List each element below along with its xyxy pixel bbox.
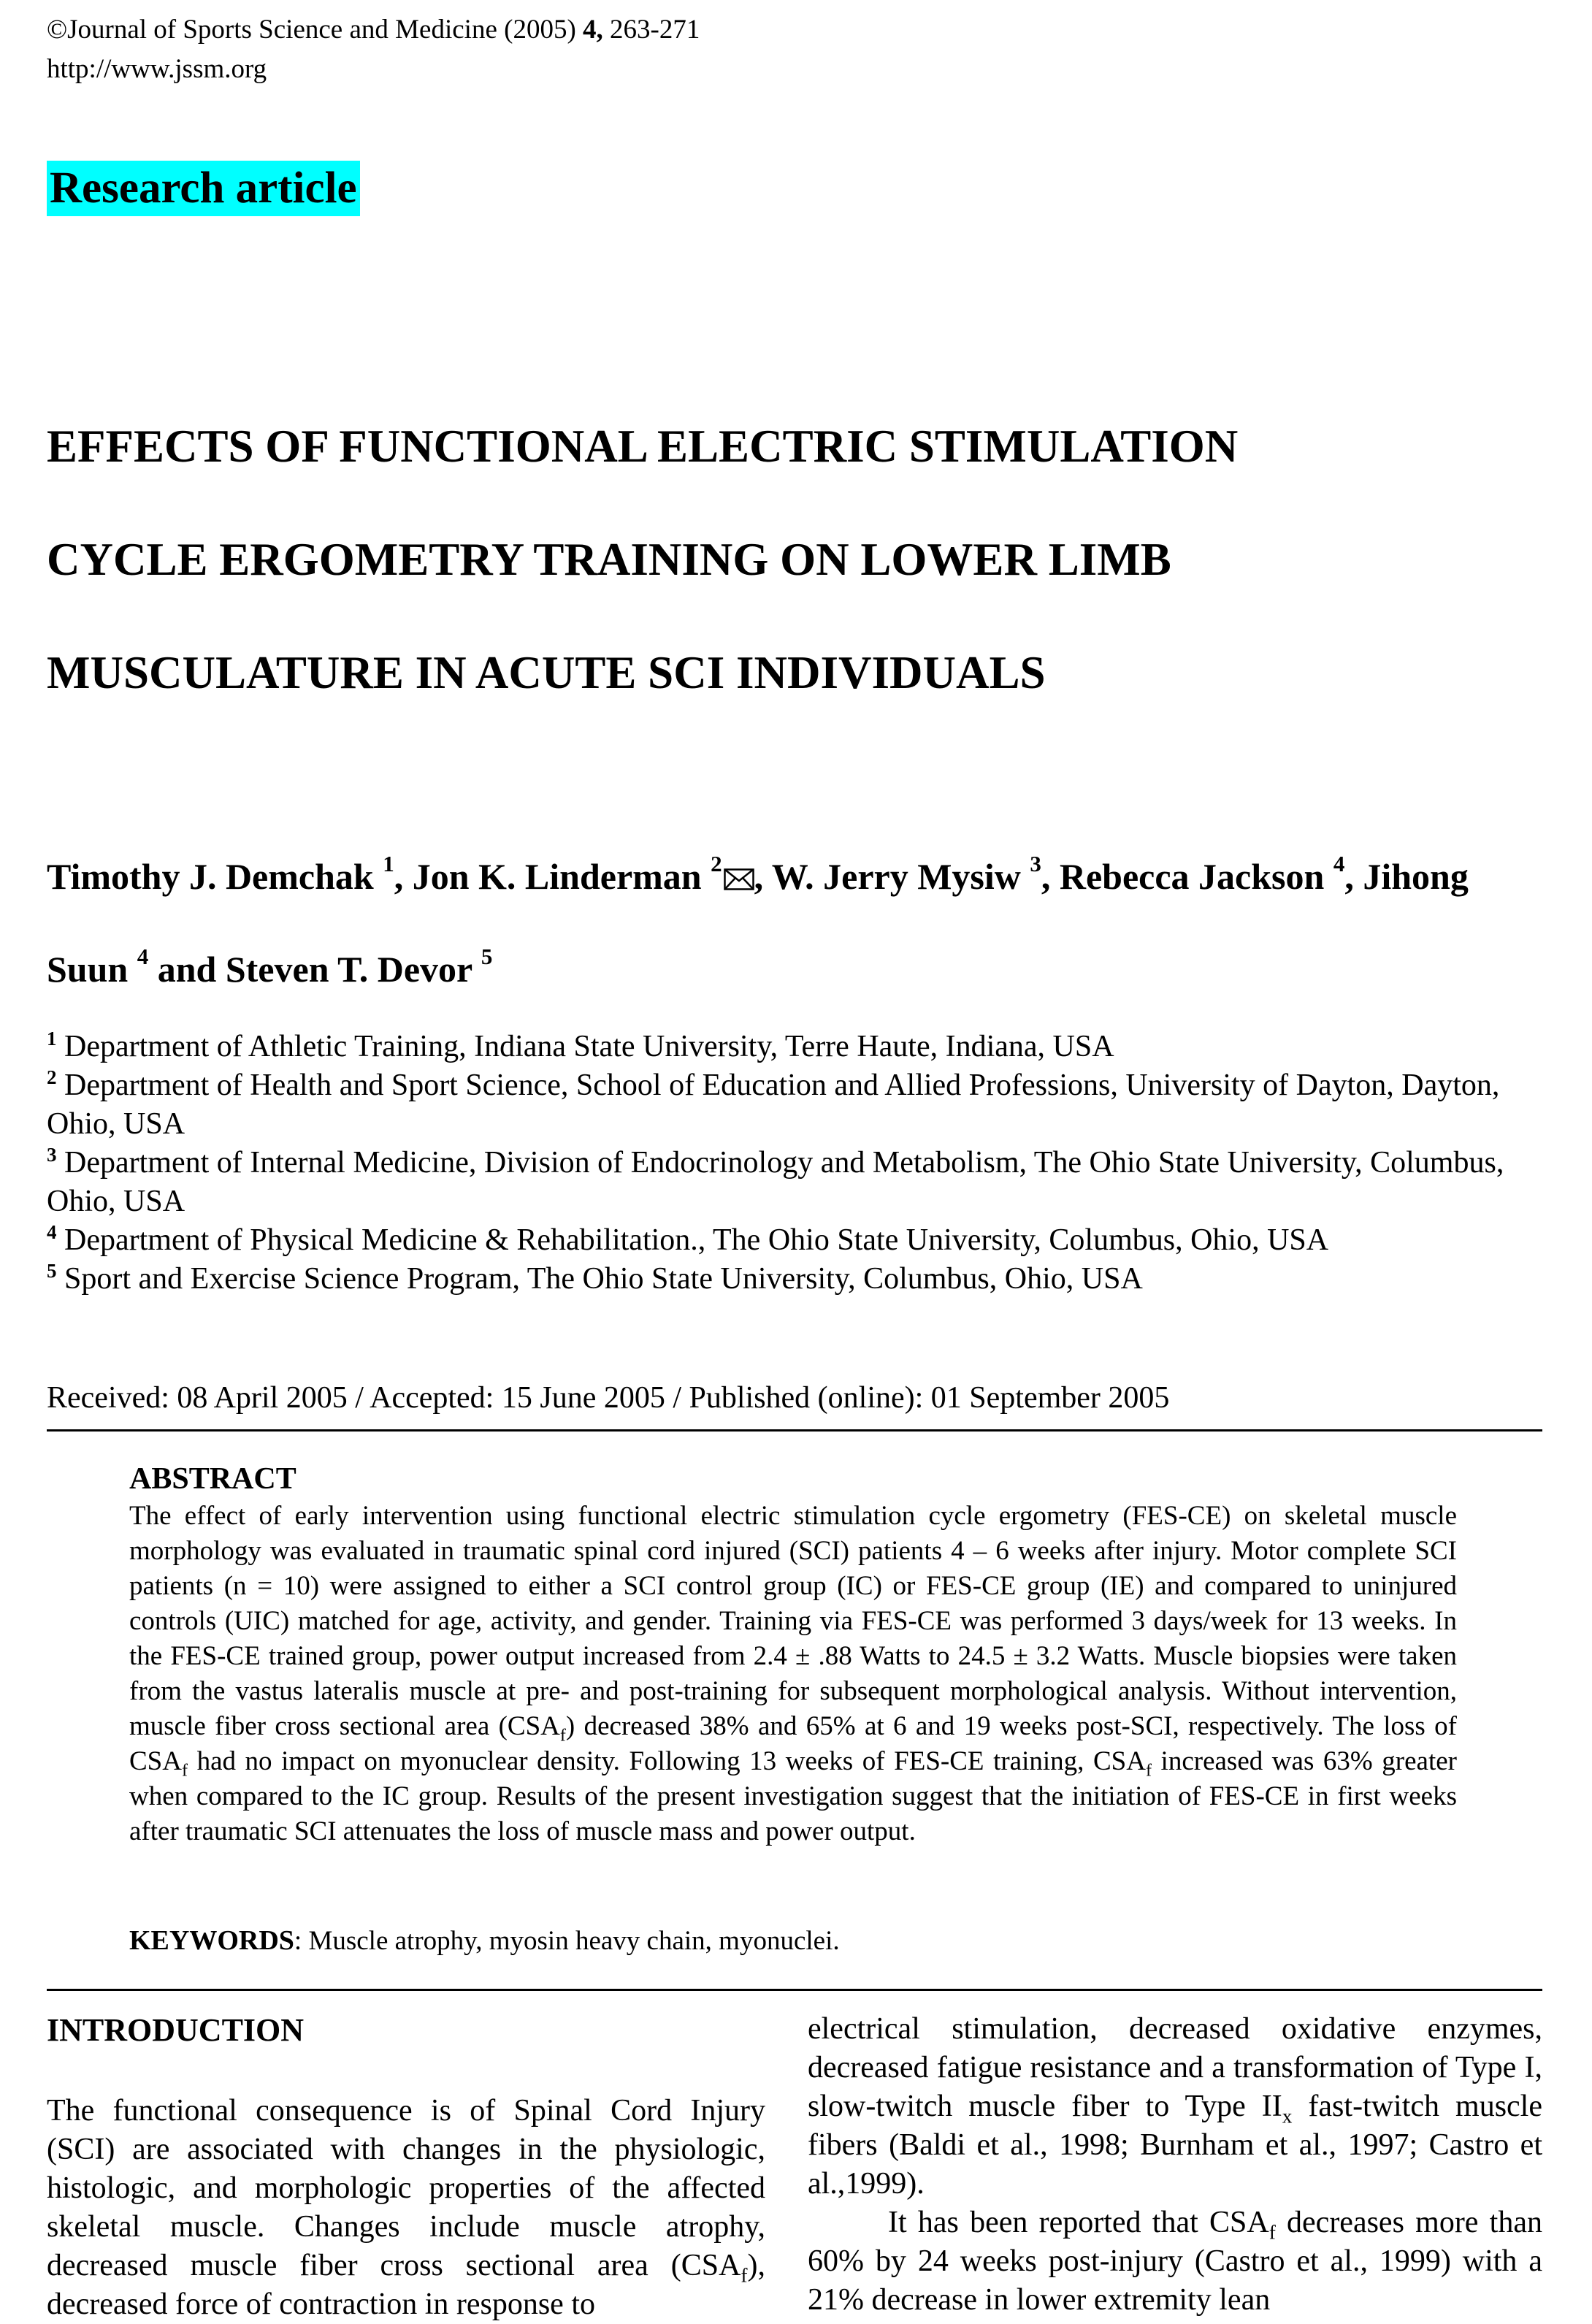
- affiliation-text: Sport and Exercise Science Program, The Ohio State University, Columbus, Ohio, USA: [56, 1262, 1143, 1296]
- affiliation-text: Department of Health and Sport Science, School of Education and Allied Professions, University of Dayton, Dayton, Ohio, USA: [47, 1069, 1500, 1141]
- paragraph-text: The functional consequence is of Spinal Cord Injury (SCI) are associated with changes in the physiologic, histologic, and morphologic properties of the affected skeletal muscle. Changes include muscle atrophy, decreased muscle fiber cross sectional area (CSA: [47, 2094, 765, 2282]
- keywords-text: : Muscle atrophy, myosin heavy chain, myonuclei.: [294, 1926, 840, 1956]
- paragraph-text: ), decreased force of contraction in response to: [47, 2249, 765, 2321]
- affiliation-list: [47, 1028, 1515, 1299]
- author: , Jihong Suun: [47, 856, 1469, 990]
- affiliation-text: Department of Athletic Training, Indiana State University, Terre Haute, Indiana, USA: [56, 1030, 1114, 1063]
- affiliation: [47, 1066, 1515, 1144]
- article-title: [47, 390, 1551, 730]
- affiliation: [47, 1221, 1515, 1260]
- author-list: [47, 830, 1551, 1016]
- abstract-text-part: ) decreased 38% and 65% at 6 and 19 weeks post-SCI, respectively. The loss of CSA: [129, 1711, 1457, 1776]
- author-affil-sup: 4: [137, 944, 149, 970]
- title-line: CYCLE ERGOMETRY TRAINING ON LOWER LIMB: [47, 534, 1171, 585]
- divider-bottom: [47, 1989, 1542, 1991]
- affiliation: [47, 1028, 1515, 1066]
- author-affil-sup: 5: [481, 944, 493, 970]
- subscript: f: [740, 2264, 748, 2287]
- introduction-left-column: [47, 2010, 765, 2324]
- journal-url[interactable]: http://www.jssm.org: [47, 54, 267, 84]
- author: , W. Jerry Mysiw: [754, 856, 1030, 897]
- introduction-heading: INTRODUCTION: [47, 2012, 305, 2048]
- affiliation: [47, 1144, 1515, 1221]
- author: , Rebecca Jackson: [1041, 856, 1333, 897]
- title-line: MUSCULATURE IN ACUTE SCI INDIVIDUALS: [47, 647, 1046, 698]
- divider-top: [47, 1429, 1542, 1432]
- journal-citation: [47, 10, 700, 89]
- affiliation-number: 4: [47, 1221, 57, 1243]
- journal-pages: 263-271: [602, 15, 700, 45]
- subscript: x: [1282, 2105, 1293, 2128]
- journal-name: ©Journal of Sports Science and Medicine (2005): [47, 15, 583, 45]
- paragraph-text: fast-twitch muscle fibers (Baldi et al., 1998; Burnham et al., 1997; Castro et al.,1999).: [808, 2090, 1542, 2201]
- subscript: f: [1268, 2221, 1276, 2244]
- affiliation-number: 1: [47, 1028, 57, 1050]
- affiliation: [47, 1260, 1515, 1299]
- journal-volume: 4,: [583, 15, 603, 45]
- affiliation-text: Department of Physical Medicine & Rehabilitation., The Ohio State University, Columbus, Ohio, USA: [56, 1223, 1329, 1257]
- introduction-paragraph: [47, 2092, 765, 2324]
- subscript: f: [1145, 1761, 1152, 1781]
- subscript: f: [181, 1761, 188, 1781]
- paragraph-text: decreases more than 60% by 24 weeks post-injury (Castro et al., 1999) with a 21% decrease in lower extremity lean: [808, 2206, 1542, 2317]
- publication-dates: Received: 08 April 2005 / Accepted: 15 June 2005 / Published (online): 01 September 2005: [47, 1381, 1170, 1415]
- abstract-text-part: increased was 63% greater when compared to the IC group. Results of the present investigation suggest that the initiation of FES-CE in first weeks after traumatic SCI attenuates the loss of muscle mass and power output.: [129, 1746, 1457, 1846]
- author: and Steven T. Devor: [148, 949, 481, 990]
- article-type-label: Research article: [47, 161, 360, 216]
- author: Timothy J. Demchak: [47, 856, 383, 897]
- affiliation-number: 3: [47, 1144, 57, 1166]
- abstract-heading: ABSTRACT: [129, 1462, 296, 1496]
- author-affil-sup: 2: [711, 851, 722, 877]
- introduction-paragraph: [808, 2010, 1542, 2203]
- paragraph-text: It has been reported that CSA: [888, 2206, 1269, 2239]
- subscript: f: [559, 1726, 566, 1746]
- author: , Jon K. Linderman: [394, 856, 711, 897]
- title-line: EFFECTS OF FUNCTIONAL ELECTRIC STIMULATION: [47, 421, 1239, 472]
- author-affil-sup: 1: [383, 851, 394, 877]
- author-affil-sup: 4: [1333, 851, 1345, 877]
- affiliation-number: 2: [47, 1066, 57, 1088]
- affiliation-text: Department of Internal Medicine, Division of Endocrinology and Metabolism, The Ohio State University, Columbus, Ohio, USA: [47, 1146, 1504, 1218]
- abstract-text-part: had no impact on myonuclear density. Following 13 weeks of FES-CE training, CSA: [188, 1746, 1146, 1776]
- paragraph-text: electrical stimulation, decreased oxidative enzymes, decreased fatigue resistance and a transformation of Type I, slow-twitch muscle fiber to Type II: [808, 2012, 1542, 2123]
- abstract-section: [129, 1459, 1457, 1849]
- envelope-icon[interactable]: [724, 868, 754, 890]
- introduction-paragraph: [808, 2203, 1542, 2320]
- keywords-label: KEYWORDS: [129, 1925, 294, 1956]
- introduction-right-column: [808, 2010, 1542, 2320]
- author-affil-sup: 3: [1030, 851, 1041, 877]
- abstract-text-part: The effect of early intervention using functional electric stimulation cycle ergometry (FES-CE) on skeletal muscle morphology was evaluated in traumatic spinal cord injured (SCI) patients 4 – 6 weeks after injury. Motor complete SCI patients (n = 10) were assigned to either a SCI control group (IC) or FES-CE group (IE) and compared to uninjured controls (UIC) matched for age, activity, and gender. Training via FES-CE was performed 3 days/week for 13 weeks. In the FES-CE trained group, power output increased from 2.4 ± .88 Watts to 24.5 ± 3.2 Watts. Muscle biopsies were taken from the vastus lateralis muscle at pre- and post-training for subsequent morphological analysis. Without intervention, muscle fiber cross sectional area (CSA: [129, 1501, 1457, 1741]
- abstract-text: [129, 1499, 1457, 1849]
- affiliation-number: 5: [47, 1260, 57, 1282]
- keywords: [129, 1923, 840, 1959]
